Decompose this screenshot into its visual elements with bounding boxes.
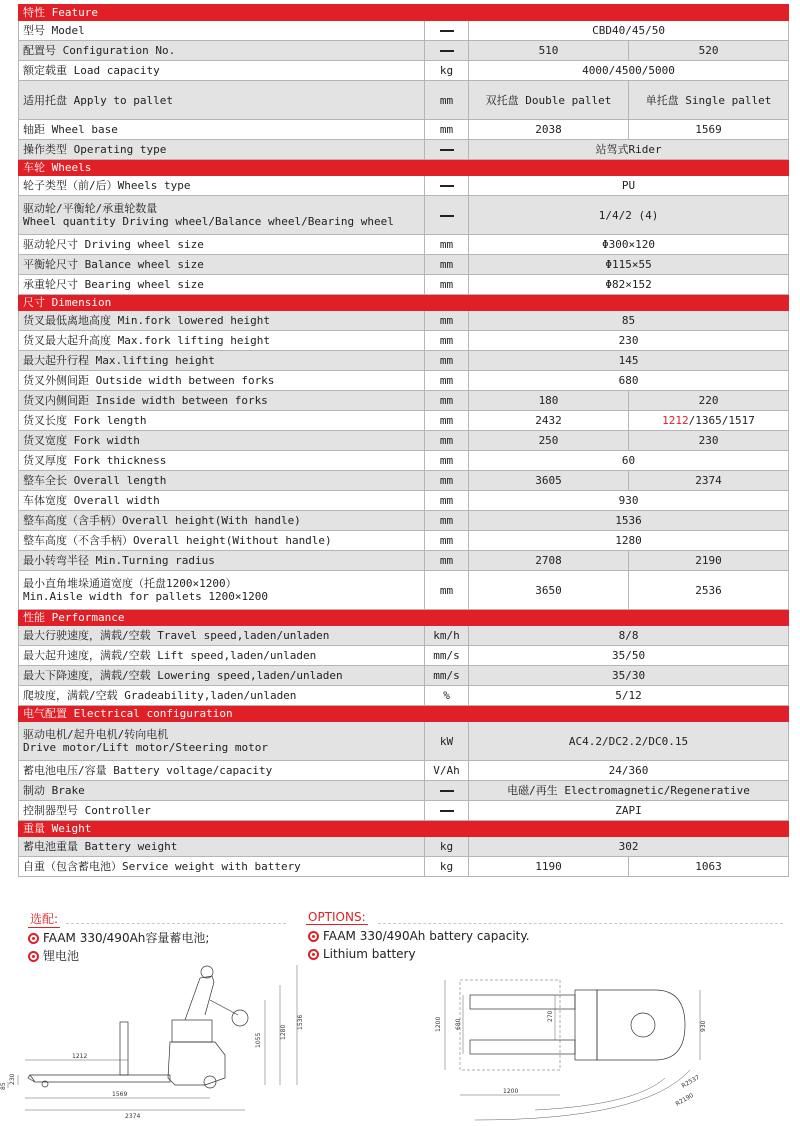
row-value-1: 2432 bbox=[469, 411, 629, 431]
row-unit: mm bbox=[425, 81, 469, 120]
row-value-1: 2038 bbox=[469, 120, 629, 140]
table-row bbox=[19, 275, 789, 295]
bullet-icon bbox=[308, 931, 319, 942]
row-label: 整车高度（不含手柄）Overall height(Without handle) bbox=[19, 531, 425, 551]
row-label: 最大起升速度，满载/空载 Lift speed,laden/unladen bbox=[19, 646, 425, 666]
row-unit: mm bbox=[425, 255, 469, 275]
row-label: 控制器型号 Controller bbox=[19, 801, 425, 821]
row-label-cn: 驱动轮/平衡轮/承重轮数量 bbox=[23, 202, 158, 215]
table-row bbox=[19, 551, 789, 571]
table-row bbox=[19, 722, 789, 761]
row-unit: mm bbox=[425, 275, 469, 295]
table-row bbox=[19, 801, 789, 821]
fork-length-rest: /1365/1517 bbox=[688, 414, 755, 427]
row-value-1: 510 bbox=[469, 41, 629, 61]
backrest bbox=[120, 1022, 128, 1075]
dim-label: 1536 bbox=[297, 1014, 304, 1030]
row-label: 最小转弯半径 Min.Turning radius bbox=[19, 551, 425, 571]
table-row bbox=[19, 371, 789, 391]
section-header-wheels: 车轮 Wheels bbox=[19, 160, 789, 176]
row-value: 8/8 bbox=[469, 626, 789, 646]
row-value-1: 3605 bbox=[469, 471, 629, 491]
row-value: 电磁/再生 Electromagnetic/Regenerative bbox=[469, 781, 789, 801]
row-label: 货叉外侧间距 Outside width between forks bbox=[19, 371, 425, 391]
row-label-en: Min.Aisle width for pallets 1200×1200 bbox=[23, 590, 269, 603]
fork-length-highlight: 1212 bbox=[662, 414, 689, 427]
table-row bbox=[19, 686, 789, 706]
dash-icon bbox=[440, 149, 454, 151]
dim-label: 2374 bbox=[125, 1113, 141, 1120]
dash-icon bbox=[440, 30, 454, 32]
row-label: 操作类型 Operating type bbox=[19, 140, 425, 160]
row-value-2: 2536 bbox=[629, 571, 789, 610]
row-label: 制动 Brake bbox=[19, 781, 425, 801]
row-value-2: 220 bbox=[629, 391, 789, 411]
section-header-feature: 特性 Feature bbox=[19, 5, 789, 21]
row-label-en: Wheel quantity Driving wheel/Balance wheel/Bearing wheel bbox=[23, 215, 394, 228]
row-unit: mm bbox=[425, 120, 469, 140]
table-row bbox=[19, 120, 789, 140]
row-value-1: 3650 bbox=[469, 571, 629, 610]
table-row bbox=[19, 140, 789, 160]
table-row bbox=[19, 411, 789, 431]
row-value: PU bbox=[469, 176, 789, 196]
row-unit: mm bbox=[425, 491, 469, 511]
row-label: 最大下降速度，满载/空载 Lowering speed,laden/unladen bbox=[19, 666, 425, 686]
row-unit: kg bbox=[425, 61, 469, 81]
row-value-2 bbox=[629, 411, 789, 431]
row-label: 车体宽度 Overall width bbox=[19, 491, 425, 511]
row-label: 蓄电池重量 Battery weight bbox=[19, 837, 425, 857]
row-unit: mm bbox=[425, 451, 469, 471]
row-value: 302 bbox=[469, 837, 789, 857]
table-row bbox=[19, 176, 789, 196]
row-label-cn: 驱动电机/起升电机/转向电机 bbox=[23, 728, 169, 741]
row-value: 85 bbox=[469, 311, 789, 331]
table-row bbox=[19, 391, 789, 411]
row-value: 站驾式Rider bbox=[469, 140, 789, 160]
row-value: Φ300×120 bbox=[469, 235, 789, 255]
fork-left bbox=[470, 995, 575, 1009]
row-label: 货叉厚度 Fork thickness bbox=[19, 451, 425, 471]
table-row bbox=[19, 331, 789, 351]
row-unit: kg bbox=[425, 837, 469, 857]
row-unit: mm bbox=[425, 311, 469, 331]
fork bbox=[30, 1075, 170, 1082]
row-label bbox=[19, 196, 425, 235]
top-view-drawing bbox=[415, 960, 720, 1126]
table-row bbox=[19, 196, 789, 235]
mast-housing bbox=[172, 1020, 212, 1042]
dim-label: 930 bbox=[700, 1020, 707, 1032]
row-unit: km/h bbox=[425, 626, 469, 646]
fork-right bbox=[470, 1040, 575, 1054]
row-value: 145 bbox=[469, 351, 789, 371]
row-value-2: 520 bbox=[629, 41, 789, 61]
dash-icon bbox=[440, 50, 454, 52]
row-label-en: Drive motor/Lift motor/Steering motor bbox=[23, 741, 269, 754]
row-label: 蓄电池电压/容量 Battery voltage/capacity bbox=[19, 761, 425, 781]
table-row bbox=[19, 857, 789, 877]
row-value-1: 250 bbox=[469, 431, 629, 451]
row-label: 货叉最大起升高度 Max.fork lifting height bbox=[19, 331, 425, 351]
table-row bbox=[19, 431, 789, 451]
row-label: 最大起升行程 Max.lifting height bbox=[19, 351, 425, 371]
dim-label: R2190 bbox=[674, 1091, 695, 1108]
row-label bbox=[19, 722, 425, 761]
handle-bar bbox=[210, 1000, 238, 1015]
bullet-icon bbox=[308, 949, 319, 960]
row-value: 680 bbox=[469, 371, 789, 391]
row-label: 爬坡度，满载/空载 Gradeability,laden/unladen bbox=[19, 686, 425, 706]
options-title-cn: 选配: bbox=[30, 912, 59, 926]
section-header-electrical: 电气配置 Electrical configuration bbox=[19, 706, 789, 722]
dash-icon bbox=[440, 185, 454, 187]
option-item: 锂电池 bbox=[28, 947, 79, 964]
dash-icon bbox=[440, 215, 454, 217]
options-title-en: OPTIONS: bbox=[308, 910, 366, 924]
row-value: AC4.2/DC2.2/DC0.15 bbox=[469, 722, 789, 761]
section-header-dimension: 尺寸 Dimension bbox=[19, 295, 789, 311]
row-value-1: 180 bbox=[469, 391, 629, 411]
row-label: 自重（包含蓄电池）Service weight with battery bbox=[19, 857, 425, 877]
table-row bbox=[19, 761, 789, 781]
turning-arc bbox=[535, 1078, 665, 1110]
row-unit bbox=[425, 781, 469, 801]
table-row bbox=[19, 61, 789, 81]
row-label: 整车全长 Overall length bbox=[19, 471, 425, 491]
option-item: FAAM 330/490Ah容量蓄电池; bbox=[28, 929, 209, 946]
row-value: 35/30 bbox=[469, 666, 789, 686]
row-unit: V/Ah bbox=[425, 761, 469, 781]
bullet-icon bbox=[28, 933, 39, 944]
section-header-weight: 重量 Weight bbox=[19, 821, 789, 837]
table-row bbox=[19, 471, 789, 491]
row-unit: mm bbox=[425, 235, 469, 255]
pallet-outline bbox=[460, 980, 560, 1070]
row-value-2: 2374 bbox=[629, 471, 789, 491]
row-label: 承重轮尺寸 Bearing wheel size bbox=[19, 275, 425, 295]
table-row bbox=[19, 41, 789, 61]
dash-icon bbox=[440, 810, 454, 812]
row-value-2: 1063 bbox=[629, 857, 789, 877]
row-value: ZAPI bbox=[469, 801, 789, 821]
dim-label: 680 bbox=[455, 1018, 462, 1030]
side-view-drawing bbox=[0, 960, 310, 1126]
table-row bbox=[19, 81, 789, 120]
row-label: 平衡轮尺寸 Balance wheel size bbox=[19, 255, 425, 275]
table-row bbox=[19, 235, 789, 255]
row-label: 配置号 Configuration No. bbox=[19, 41, 425, 61]
dim-label: 270 bbox=[547, 1010, 554, 1022]
row-label: 整车高度（含手柄）Overall height(With handle) bbox=[19, 511, 425, 531]
row-unit: kW bbox=[425, 722, 469, 761]
dim-label: 1280 bbox=[280, 1024, 287, 1040]
battery-compartment bbox=[575, 990, 597, 1060]
options-divider bbox=[378, 923, 783, 924]
operator-platform bbox=[631, 1013, 655, 1037]
tiller-arm bbox=[185, 976, 214, 1020]
row-unit: mm bbox=[425, 371, 469, 391]
table-row bbox=[19, 451, 789, 471]
row-unit: mm bbox=[425, 411, 469, 431]
table-row bbox=[19, 21, 789, 41]
dim-label: 1569 bbox=[112, 1091, 128, 1098]
row-label: 适用托盘 Apply to pallet bbox=[19, 81, 425, 120]
row-label: 轮子类型（前/后）Wheels type bbox=[19, 176, 425, 196]
tiller-head bbox=[201, 966, 213, 978]
table-row bbox=[19, 351, 789, 371]
row-value: 1280 bbox=[469, 531, 789, 551]
row-value-2: 1569 bbox=[629, 120, 789, 140]
options-divider bbox=[66, 923, 286, 924]
row-label: 货叉内侧间距 Inside width between forks bbox=[19, 391, 425, 411]
row-label: 最大行驶速度，满载/空载 Travel speed,laden/unladen bbox=[19, 626, 425, 646]
spec-table bbox=[18, 4, 789, 877]
row-unit: mm bbox=[425, 531, 469, 551]
truck-body-top bbox=[597, 990, 685, 1060]
row-unit: mm bbox=[425, 551, 469, 571]
row-value-1: 2708 bbox=[469, 551, 629, 571]
dim-label: 230 bbox=[9, 1073, 16, 1085]
row-value-1: 1190 bbox=[469, 857, 629, 877]
option-item: Lithium battery bbox=[308, 947, 416, 961]
row-value-2: 2190 bbox=[629, 551, 789, 571]
row-value: 60 bbox=[469, 451, 789, 471]
row-label: 货叉最低离地高度 Min.fork lowered height bbox=[19, 311, 425, 331]
row-value: 1536 bbox=[469, 511, 789, 531]
dim-label: 1200 bbox=[503, 1088, 519, 1095]
table-row bbox=[19, 666, 789, 686]
dim-label: 1055 bbox=[255, 1032, 262, 1048]
row-label: 货叉长度 Fork length bbox=[19, 411, 425, 431]
dash-icon bbox=[440, 790, 454, 792]
row-unit: mm/s bbox=[425, 666, 469, 686]
row-unit: mm bbox=[425, 431, 469, 451]
row-unit: mm bbox=[425, 391, 469, 411]
row-value: 24/360 bbox=[469, 761, 789, 781]
table-row bbox=[19, 491, 789, 511]
row-unit: mm/s bbox=[425, 646, 469, 666]
table-row bbox=[19, 626, 789, 646]
row-value: 4000/4500/5000 bbox=[469, 61, 789, 81]
row-value: 230 bbox=[469, 331, 789, 351]
table-row bbox=[19, 837, 789, 857]
dim-label: 85 bbox=[0, 1082, 7, 1090]
row-unit bbox=[425, 21, 469, 41]
table-row bbox=[19, 571, 789, 610]
row-label: 轴距 Wheel base bbox=[19, 120, 425, 140]
option-item: FAAM 330/490Ah battery capacity. bbox=[308, 929, 530, 943]
row-label-cn: 最小直角堆垛通道宽度（托盘1200×1200） bbox=[23, 577, 237, 590]
table-row bbox=[19, 531, 789, 551]
row-unit bbox=[425, 140, 469, 160]
row-unit: mm bbox=[425, 351, 469, 371]
dim-label: 1212 bbox=[72, 1053, 88, 1060]
row-unit bbox=[425, 41, 469, 61]
truck-body bbox=[168, 1042, 225, 1085]
row-label: 货叉宽度 Fork width bbox=[19, 431, 425, 451]
row-unit: mm bbox=[425, 511, 469, 531]
row-label: 驱动轮尺寸 Driving wheel size bbox=[19, 235, 425, 255]
row-value-2: 230 bbox=[629, 431, 789, 451]
row-unit bbox=[425, 196, 469, 235]
row-value-2: 单托盘 Single pallet bbox=[629, 81, 789, 120]
dim-label: 1200 bbox=[435, 1016, 442, 1032]
row-value: Φ115×55 bbox=[469, 255, 789, 275]
row-unit: % bbox=[425, 686, 469, 706]
table-row bbox=[19, 781, 789, 801]
table-row bbox=[19, 255, 789, 275]
row-value-1: 双托盘 Double pallet bbox=[469, 81, 629, 120]
row-value: 1/4/2 (4) bbox=[469, 196, 789, 235]
row-value: Φ82×152 bbox=[469, 275, 789, 295]
row-value: 35/50 bbox=[469, 646, 789, 666]
row-value: CBD40/45/50 bbox=[469, 21, 789, 41]
row-unit: mm bbox=[425, 571, 469, 610]
table-row bbox=[19, 311, 789, 331]
row-value: 5/12 bbox=[469, 686, 789, 706]
dim-label: R2537 bbox=[680, 1073, 701, 1090]
table-row bbox=[19, 511, 789, 531]
row-label: 额定载重 Load capacity bbox=[19, 61, 425, 81]
row-label bbox=[19, 571, 425, 610]
row-unit bbox=[425, 176, 469, 196]
row-unit: kg bbox=[425, 857, 469, 877]
row-unit: mm bbox=[425, 331, 469, 351]
table-row bbox=[19, 646, 789, 666]
row-unit: mm bbox=[425, 471, 469, 491]
row-unit bbox=[425, 801, 469, 821]
row-value: 930 bbox=[469, 491, 789, 511]
control-knob bbox=[232, 1010, 248, 1026]
section-header-performance: 性能 Performance bbox=[19, 610, 789, 626]
row-label: 型号 Model bbox=[19, 21, 425, 41]
